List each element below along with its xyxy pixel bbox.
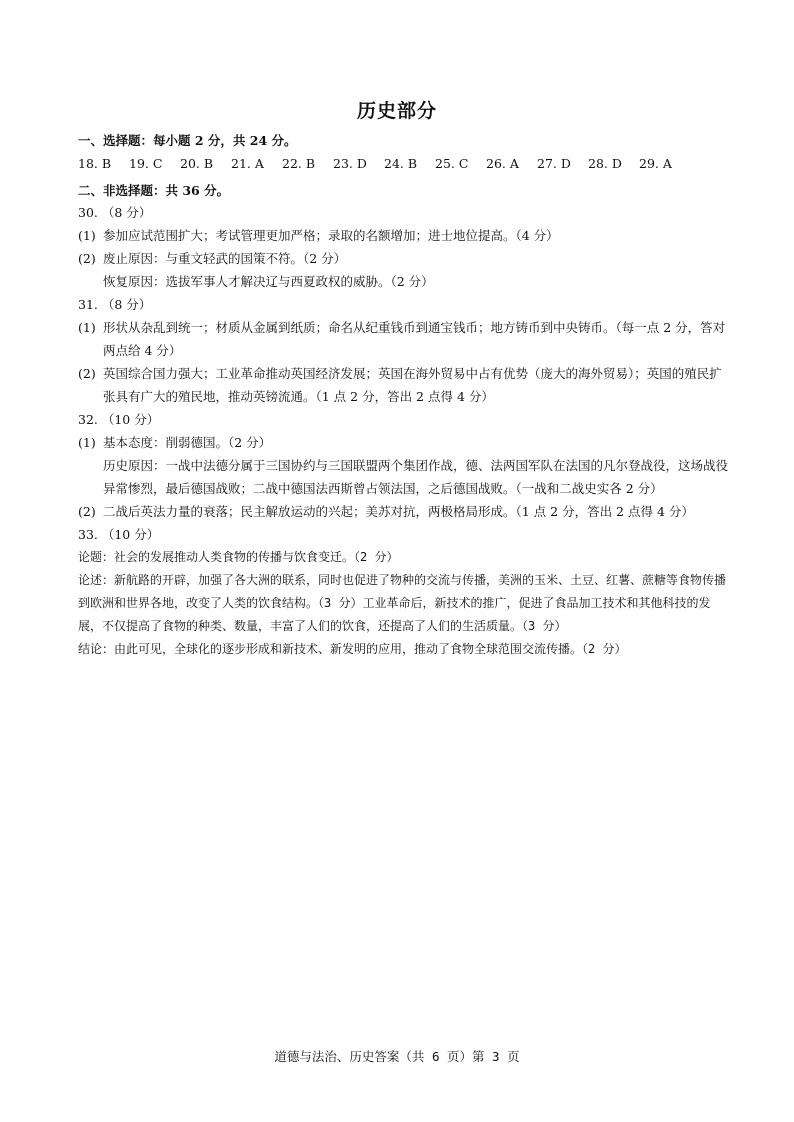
question-33-title: 33. （10 分） [78, 527, 160, 542]
choice-answer: 28. D [588, 156, 622, 171]
item-number: (1) [78, 228, 96, 243]
question-32-item-1-continued: 历史原因：一战中法德分属于三国协约与三国联盟两个集团作战，德、法两国军队在法国的凡尔登战役，这场战役异常惨烈，最后德国战败；二战中德国法西斯曾占领法国，之后德国战败。（一战和二战史实各 2 分） [103, 458, 729, 496]
item-text: 形状从杂乱到统一；材质从金属到纸质；命名从纪重钱币到通宝钱币；地方铸币到中央铸币。（每一点 2 分，答对两点给 4 分） [103, 320, 726, 358]
choice-answer: 22. B [282, 156, 316, 171]
question-30-item-1 [78, 224, 728, 247]
question-32-item-2 [78, 500, 728, 523]
item-number: (2) [78, 251, 96, 266]
choice-answer: 29. A [639, 156, 672, 171]
choice-answer: 21. A [231, 156, 264, 171]
item-number: (1) [78, 435, 96, 450]
choice-answer: 26. A [486, 156, 519, 171]
choice-answer: 27. D [537, 156, 571, 171]
page-title: 历史部分 [356, 100, 437, 122]
question-32-title: 32. （10 分） [78, 412, 160, 427]
page-footer: 道德与法治、历史答案（共 6 页）第 3 页 [274, 1049, 520, 1064]
item-number: (2) [78, 504, 96, 519]
choice-answers-row [78, 153, 728, 174]
choice-answer: 18. B [78, 156, 112, 171]
choice-answer: 19. C [129, 156, 163, 171]
question-32-item-1 [78, 431, 728, 454]
item-text: 英国综合国力强大；工业革命推动英国经济发展；英国在海外贸易中占有优势（庞大的海外贸易）；英国的殖民扩张具有广大的殖民地，推动英镑流通。（1 点 2 分，答出 2 点得 4 分） [103, 366, 722, 404]
answer-content [78, 130, 728, 661]
question-33-argument: 论述：新航路的开辟，加强了各大洲的联系，同时也促进了物种的交流与传播，美洲的玉米、土豆、红薯、蔗糖等食物传播到欧洲和世界各地，改变了人类的饮食结构。（3 分）工业革命后，新技术的推广，促进了食品加工技术和其他科技的发展，不仅提高了食物的种类、数量，丰富了人们的饮食，还提高了人们的生活质量。（3 分） [78, 573, 727, 633]
question-30-title: 30. （8 分） [78, 205, 152, 220]
item-text: 基本态度：削弱德国。（2 分） [103, 435, 272, 450]
choice-answer: 23. D [333, 156, 367, 171]
choice-answer: 24. B [384, 156, 418, 171]
section-heading-choice: 一、选择题：每小题 2 分，共 24 分。 [78, 133, 297, 148]
item-number: (2) [78, 366, 96, 381]
question-30-item-2 [78, 247, 728, 270]
question-30-item-2-continued: 恢复原因：选拔军事人才解决辽与西夏政权的威胁。（2 分） [103, 274, 434, 289]
question-31-title: 31. （8 分） [78, 297, 152, 312]
question-33-thesis: 论题：社会的发展推动人类食物的传播与饮食变迁。（2 分） [78, 550, 399, 564]
item-text: 废止原因：与重文轻武的国策不符。（2 分） [103, 251, 347, 266]
choice-answer: 25. C [435, 156, 469, 171]
item-number: (1) [78, 320, 96, 335]
item-text: 参加应试范围扩大；考试管理更加严格；录取的名额增加；进士地位提高。（4 分） [103, 228, 559, 243]
question-31-item-1 [78, 316, 728, 362]
question-31-item-2 [78, 362, 728, 408]
choice-answer: 20. B [180, 156, 214, 171]
item-text: 二战后英法力量的衰落；民主解放运动的兴起；美苏对抗，两极格局形成。（1 点 2 分，答出 2 点得 4 分） [103, 504, 694, 519]
section-heading-nonchoice: 二、非选择题：共 36 分。 [78, 183, 230, 198]
question-33-conclusion: 结论：由此可见，全球化的逐步形成和新技术、新发明的应用，推动了食物全球范围交流传播。（2 分） [78, 642, 627, 656]
